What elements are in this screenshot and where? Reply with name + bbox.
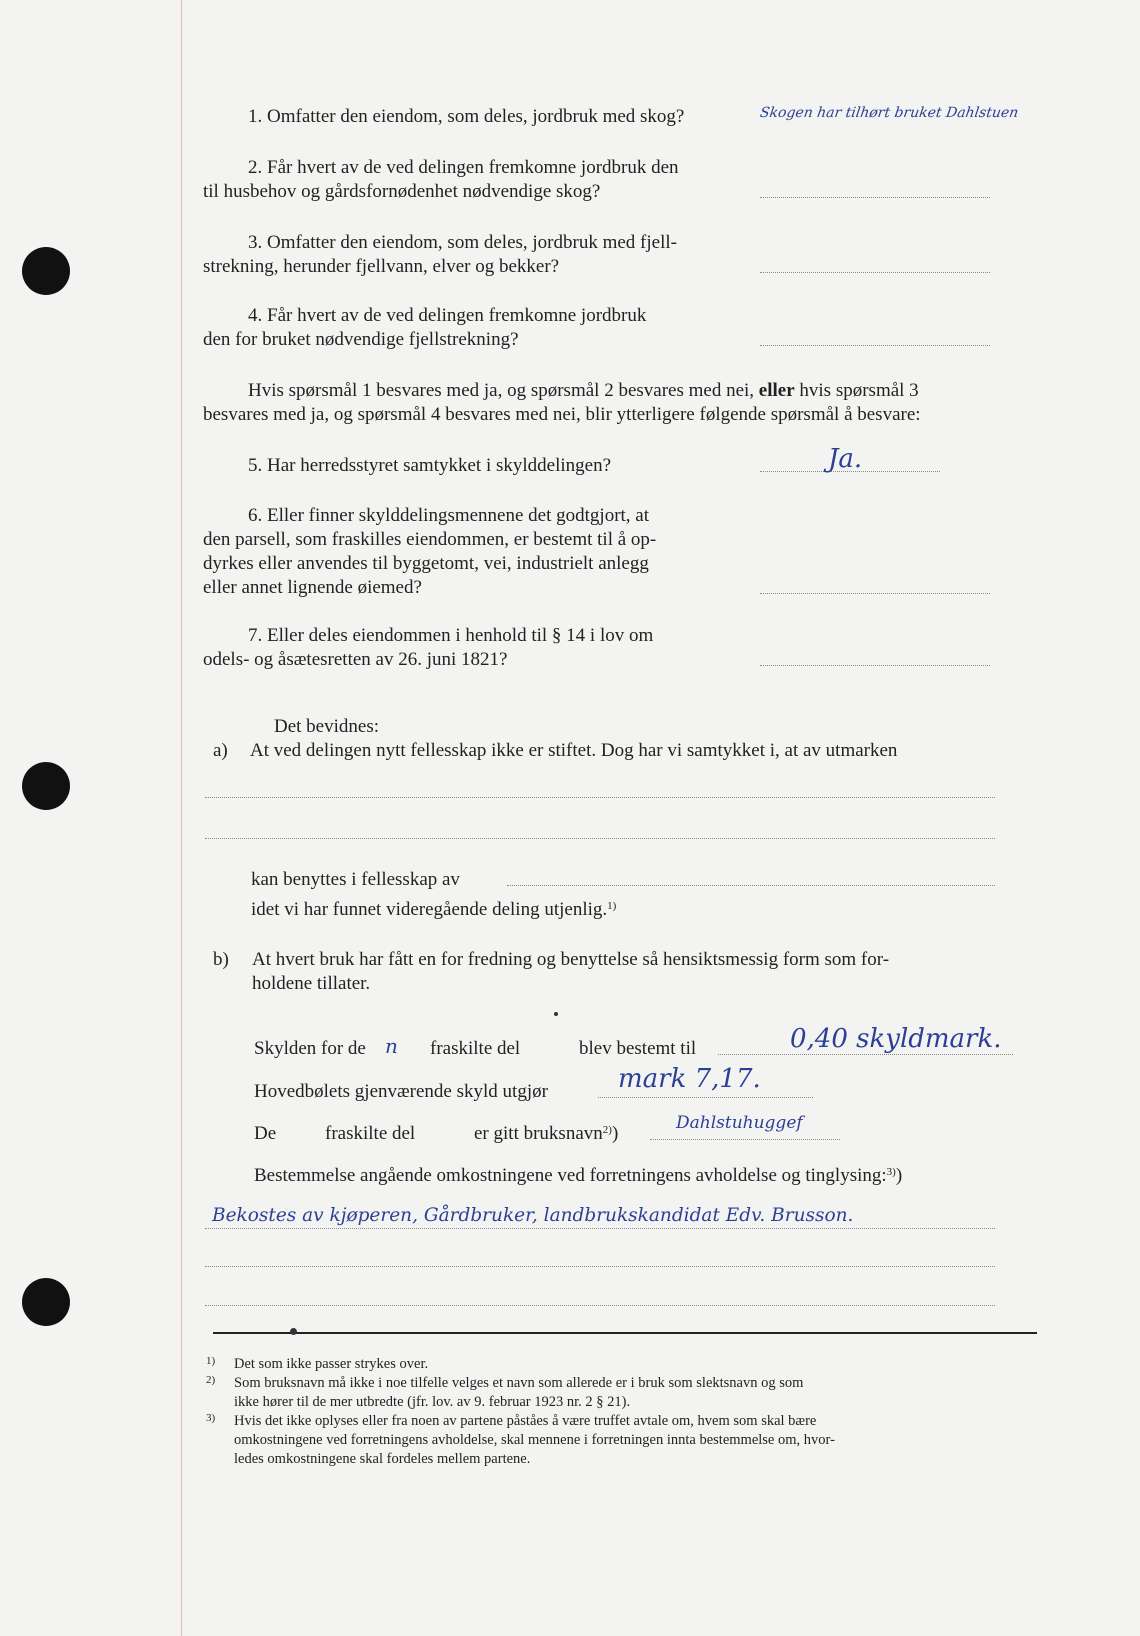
bruksnavn-label: er gitt bruksnavn$^{2)}$)	[474, 1123, 619, 1144]
intro-line-2: besvares med ja, og spørsmål 4 besvares med nei, blir ytterligere følgende spørsmål å besvare:	[203, 404, 921, 425]
bestemmelse-text: Bestemmelse angående omkostningene ved forretningens avholdelse og tinglysing:	[254, 1165, 887, 1186]
attest-b-line-1: At hvert bruk har fått en for fredning og benyttelse så hensiktsmessig form som for-	[252, 949, 890, 970]
answer-1: Skogen har tilhørt bruket Dahlstuen	[758, 105, 1020, 121]
ink-speck	[554, 1012, 558, 1016]
hoved-label: Hovedbølets gjenværende skyld utgjør	[254, 1081, 548, 1102]
intro-line-1	[248, 381, 919, 400]
attest-heading: Det bevidnes:	[274, 716, 380, 737]
punch-hole-middle	[22, 762, 70, 810]
attest-a-text: At ved delingen nytt fellesskap ikke er stiftet. Dog har vi samtykket i, at av utmarken	[250, 740, 898, 761]
question-2-line-2: til husbehov og gårdsfornødenhet nødvendige skog?	[203, 181, 601, 202]
footnote-2-mark: 2)	[206, 1374, 216, 1386]
footnote-2-line-2: ikke hører til de mer utbredte (jfr. lov. av 9. februar 1923 nr. 2 § 21).	[234, 1394, 631, 1410]
footnote-ref-1: 1)	[607, 900, 617, 912]
skyld-line	[718, 1054, 1013, 1055]
intro-text-c: hvis spørsmål 3	[799, 380, 919, 401]
question-5: 5. Har herredsstyret samtykket i skylddelingen?	[248, 455, 612, 476]
footnote-1: Det som ikke passer strykes over.	[234, 1356, 429, 1372]
question-7-line-2: odels- og åsætesretten av 26. juni 1821?	[203, 649, 508, 670]
answer-7-line	[760, 665, 990, 666]
question-6-line-3: dyrkes eller anvendes til byggetomt, vei, industrielt anlegg	[203, 553, 649, 574]
question-6-line-2: den parsell, som fraskilles eiendommen, er bestemt til å op-	[203, 529, 657, 550]
footnote-ref-2: 2)	[602, 1124, 612, 1136]
question-2-line-1: 2. Får hvert av de ved delingen fremkomne jordbruk den	[248, 157, 679, 178]
question-7-line-1: 7. Eller deles eiendommen i henhold til § 14 i lov om	[248, 625, 654, 646]
footnote-3-line-2: omkostningene ved forretningens avholdelse, skal mennene i forretningen innta bestemmelse om, hvor-	[234, 1432, 835, 1448]
answer-3-line	[760, 272, 990, 273]
fill-line	[205, 1305, 995, 1306]
fellesskap-label: kan benyttes i fellesskap av	[251, 869, 460, 890]
footnote-3-mark: 3)	[206, 1412, 216, 1424]
footnote-3-line-1: Hvis det ikke oplyses eller fra noen av partene påståes å være truffet avtale om, hvem som skal bære	[234, 1413, 817, 1429]
de-label: De	[254, 1123, 277, 1144]
question-3-line-1: 3. Omfatter den eiendom, som deles, jordbruk med fjell-	[248, 232, 677, 253]
question-3-line-2: strekning, herunder fjellvann, elver og bekker?	[203, 256, 560, 277]
ink-speck	[290, 1328, 297, 1335]
punch-hole-top	[22, 247, 70, 295]
question-1: 1. Omfatter den eiendom, som deles, jordbruk med skog?	[248, 106, 685, 127]
skyld-value: 0,40 skyldmark.	[790, 1024, 1002, 1054]
footnote-ref-3: 3)	[886, 1166, 896, 1178]
fill-line	[205, 797, 995, 798]
margin-rule	[181, 0, 182, 1636]
bruksnavn-text: er gitt bruksnavn	[474, 1123, 603, 1144]
answer-5: Ja.	[828, 444, 863, 474]
skyld-label-3: blev bestemt til	[579, 1038, 697, 1059]
answer-6-line	[760, 593, 990, 594]
utjenlig-label: idet vi har funnet videregående deling utjenlig.	[251, 899, 608, 920]
intro-text-eller: eller	[758, 380, 795, 401]
skyld-handwritten-n: n	[385, 1034, 398, 1058]
question-4-line-2: den for bruket nødvendige fjellstrekning?	[203, 329, 519, 350]
skyld-label-2: fraskilte del	[430, 1038, 521, 1059]
attest-a-label: a)	[213, 740, 228, 761]
footnote-1-mark: 1)	[206, 1355, 216, 1367]
bruksnavn-value: Dahlstuhuggef	[676, 1113, 803, 1133]
answer-2-line	[760, 197, 990, 198]
utjenlig-text	[251, 900, 616, 919]
question-6-line-1: 6. Eller finner skylddelingsmennene det godtgjort, at	[248, 505, 650, 526]
footnote-rule	[213, 1332, 1037, 1334]
fill-line	[205, 1266, 995, 1267]
footnote-3-line-3: ledes omkostningene skal fordeles mellem partene.	[234, 1451, 531, 1467]
attest-b-line-2: holdene tillater.	[252, 973, 371, 994]
question-4-line-1: 4. Får hvert av de ved delingen fremkomne jordbruk	[248, 305, 647, 326]
hoved-line	[598, 1097, 813, 1098]
intro-text-a: Hvis spørsmål 1 besvares med ja, og spørsmål 2 besvares med nei,	[248, 380, 755, 401]
skyld-label-1: Skylden for de	[254, 1038, 366, 1059]
bestemmelse-label: Bestemmelse angående omkostningene ved forretningens avholdelse og tinglysing:$^{3)}$)	[254, 1165, 903, 1186]
bruksnavn-line	[650, 1139, 840, 1140]
footnote-2-line-1: Som bruksnavn må ikke i noe tilfelle velges et navn som allerede er i bruk som slektsnavn og som	[234, 1375, 804, 1391]
fill-line	[205, 1228, 995, 1229]
attest-b-label: b)	[213, 949, 229, 970]
bestemmelse-value: Bekostes av kjøperen, Gårdbruker, landbrukskandidat Edv. Brusson.	[212, 1205, 854, 1226]
fill-line	[205, 838, 995, 839]
question-6-line-4: eller annet lignende øiemed?	[203, 577, 422, 598]
hoved-value: mark 7,17.	[618, 1064, 761, 1094]
fraskilte-label: fraskilte del	[325, 1123, 416, 1144]
punch-hole-bottom	[22, 1278, 70, 1326]
fellesskap-line	[507, 885, 995, 886]
answer-4-line	[760, 345, 990, 346]
